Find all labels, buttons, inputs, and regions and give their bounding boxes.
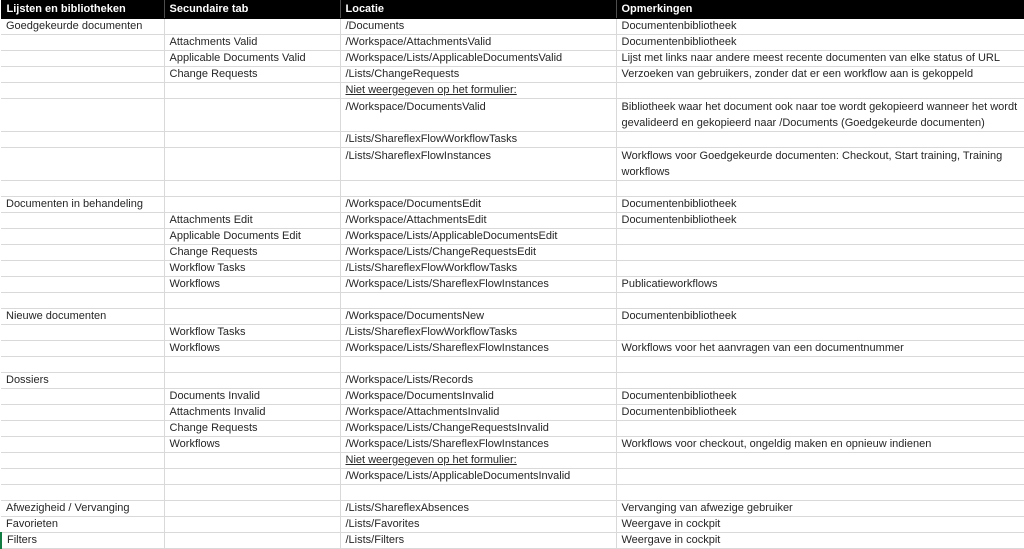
cell[interactable]: Documentenbibliotheek [616,19,1024,35]
cell[interactable] [1,357,164,373]
cell[interactable] [1,469,164,485]
cell[interactable] [616,485,1024,501]
cell[interactable]: Bibliotheek waar het document ook naar toe wordt gekopieerd wanneer het wordt gevalideerd en gekopieerd naar /Documents (Goedgekeurde documenten) [616,99,1024,132]
cell[interactable] [1,132,164,148]
cell[interactable] [1,213,164,229]
cell[interactable]: Applicable Documents Edit [164,229,340,245]
cell[interactable]: Filters [1,533,164,549]
cell[interactable]: /Workspace/AttachmentsInvalid [340,405,616,421]
cell[interactable] [1,245,164,261]
table-row [1,277,1024,293]
cell[interactable]: Documentenbibliotheek [616,213,1024,229]
table-row [1,309,1024,325]
cell[interactable]: /Workspace/DocumentsEdit [340,197,616,213]
cell[interactable] [616,469,1024,485]
cell[interactable] [340,357,616,373]
cell[interactable]: Lijst met links naar andere meest recente documenten van elke status of URL [616,51,1024,67]
cell[interactable] [1,261,164,277]
column-header-lijsten[interactable]: Lijsten en bibliotheken [1,1,164,19]
cell[interactable] [164,293,340,309]
cell[interactable] [164,453,340,469]
table-row [1,405,1024,421]
cell[interactable] [164,485,340,501]
cell[interactable] [164,373,340,389]
cell[interactable]: /Lists/ChangeRequests [340,67,616,83]
cell[interactable] [1,229,164,245]
cell[interactable]: Attachments Invalid [164,405,340,421]
cell[interactable] [616,245,1024,261]
cell[interactable] [164,83,340,99]
table-row [1,437,1024,453]
cell[interactable] [340,485,616,501]
cell[interactable]: Workflow Tasks [164,325,340,341]
table-row [1,261,1024,277]
cell[interactable] [1,51,164,67]
cell[interactable]: Attachments Edit [164,213,340,229]
cell[interactable]: Attachments Valid [164,35,340,51]
cell[interactable]: Documenten in behandeling [1,197,164,213]
cell[interactable]: Workflow Tasks [164,261,340,277]
cell[interactable] [164,197,340,213]
table-row [1,501,1024,517]
table-row [1,132,1024,148]
table-row [1,245,1024,261]
cell[interactable]: Vervanging van afwezige gebruiker [616,501,1024,517]
table-row [1,485,1024,501]
cell[interactable] [164,357,340,373]
cell[interactable] [1,405,164,421]
cell[interactable]: Documentenbibliotheek [616,35,1024,51]
cell[interactable]: Verzoeken van gebruikers, zonder dat er een workflow aan is gekoppeld [616,67,1024,83]
table-row [1,19,1024,35]
cell[interactable] [616,373,1024,389]
cell[interactable] [1,148,164,181]
table-row [1,389,1024,405]
cell[interactable]: /Lists/ShareflexFlowWorkflowTasks [340,261,616,277]
cell[interactable]: /Workspace/AttachmentsValid [340,35,616,51]
cell[interactable]: /Workspace/Lists/ApplicableDocumentsInvalid [340,469,616,485]
cell[interactable] [164,469,340,485]
cell[interactable] [1,83,164,99]
table-row [1,341,1024,357]
cell[interactable] [164,309,340,325]
cell[interactable]: Change Requests [164,421,340,437]
table-row [1,83,1024,99]
cell[interactable] [164,181,340,197]
cell[interactable]: Dossiers [1,373,164,389]
cell[interactable]: Workflows voor het aanvragen van een documentnummer [616,341,1024,357]
cell[interactable]: /Workspace/Lists/ShareflexFlowInstances [340,341,616,357]
cell[interactable]: Niet weergegeven op het formulier: [340,453,616,469]
cell[interactable]: Workflows voor checkout, ongeldig maken en opnieuw indienen [616,437,1024,453]
cell[interactable] [616,325,1024,341]
cell[interactable]: Weergave in cockpit [616,517,1024,533]
cell[interactable]: Documentenbibliotheek [616,309,1024,325]
cell[interactable] [164,148,340,181]
cell[interactable]: /Workspace/DocumentsValid [340,99,616,132]
cell[interactable]: Applicable Documents Valid [164,51,340,67]
cell[interactable]: Weergave in cockpit [616,533,1024,549]
cell[interactable] [1,389,164,405]
cell[interactable]: /Lists/ShareflexFlowWorkflowTasks [340,132,616,148]
cell[interactable]: Niet weergegeven op het formulier: [340,83,616,99]
cell[interactable]: Documentenbibliotheek [616,197,1024,213]
cell[interactable]: /Lists/ShareflexFlowWorkflowTasks [340,325,616,341]
cell[interactable]: Workflows [164,341,340,357]
cell[interactable] [1,453,164,469]
table-row [1,325,1024,341]
table-row [1,517,1024,533]
cell[interactable] [164,19,340,35]
cell[interactable]: /Workspace/Lists/ChangeRequestsInvalid [340,421,616,437]
cell[interactable]: /Workspace/Lists/ChangeRequestsEdit [340,245,616,261]
cell[interactable]: Afwezigheid / Vervanging [1,501,164,517]
table-row [1,533,1024,549]
cell[interactable]: Workflows [164,437,340,453]
table-row [1,453,1024,469]
cell[interactable]: /Workspace/DocumentsInvalid [340,389,616,405]
cell[interactable] [616,132,1024,148]
cell[interactable]: /Lists/Filters [340,533,616,549]
cell[interactable] [1,99,164,132]
cell[interactable]: /Lists/Favorites [340,517,616,533]
cell[interactable] [1,325,164,341]
table-row [1,181,1024,197]
cell[interactable]: Workflows voor Goedgekeurde documenten: Checkout, Start training, Training workflows [616,148,1024,181]
cell[interactable] [616,181,1024,197]
table-row [1,357,1024,373]
cell[interactable]: /Workspace/Lists/Records [340,373,616,389]
table-row [1,213,1024,229]
cell[interactable]: Publicatieworkflows [616,277,1024,293]
cell[interactable] [616,357,1024,373]
table-row [1,421,1024,437]
cell[interactable] [616,229,1024,245]
cell[interactable] [616,261,1024,277]
table-row [1,229,1024,245]
cell[interactable]: Workflows [164,277,340,293]
cell[interactable]: /Workspace/Lists/ApplicableDocumentsValid [340,51,616,67]
cell[interactable] [616,293,1024,309]
column-header-secundaire-tab[interactable]: Secundaire tab [164,1,340,19]
table-row [1,99,1024,132]
cell[interactable]: /Workspace/Lists/ShareflexFlowInstances [340,437,616,453]
cell[interactable] [1,293,164,309]
table-row [1,293,1024,309]
cell[interactable] [616,83,1024,99]
cell[interactable] [164,99,340,132]
cell[interactable] [340,181,616,197]
table-row [1,469,1024,485]
cell[interactable] [1,181,164,197]
cell[interactable] [1,437,164,453]
table-row [1,67,1024,83]
table-row [1,35,1024,51]
cell[interactable]: /Workspace/Lists/ApplicableDocumentsEdit [340,229,616,245]
cell[interactable]: /Workspace/Lists/ShareflexFlowInstances [340,277,616,293]
cell[interactable] [164,132,340,148]
cell[interactable] [1,485,164,501]
cell[interactable] [616,421,1024,437]
cell[interactable] [1,341,164,357]
cell[interactable]: Documentenbibliotheek [616,389,1024,405]
cell[interactable]: Nieuwe documenten [1,309,164,325]
cell[interactable]: /Lists/ShareflexAbsences [340,501,616,517]
cell[interactable] [1,35,164,51]
cell[interactable] [1,421,164,437]
table-row [1,51,1024,67]
cell[interactable] [340,293,616,309]
cell[interactable]: /Documents [340,19,616,35]
cell[interactable]: Goedgekeurde documenten [1,19,164,35]
column-header-opmerkingen[interactable]: Opmerkingen [616,1,1024,19]
cell[interactable] [1,277,164,293]
cell[interactable]: Change Requests [164,245,340,261]
cell[interactable] [164,517,340,533]
cell[interactable]: /Workspace/AttachmentsEdit [340,213,616,229]
cell[interactable] [164,501,340,517]
column-header-locatie[interactable]: Locatie [340,1,616,19]
cell[interactable] [164,533,340,549]
cell[interactable]: Favorieten [1,517,164,533]
table-row [1,148,1024,181]
cell[interactable]: Documentenbibliotheek [616,405,1024,421]
header-row [1,1,1024,19]
table-row [1,373,1024,389]
cell[interactable]: Documents Invalid [164,389,340,405]
cell[interactable] [616,453,1024,469]
cell[interactable] [1,67,164,83]
table-row [1,197,1024,213]
cell[interactable]: Change Requests [164,67,340,83]
cell[interactable]: /Lists/ShareflexFlowInstances [340,148,616,181]
cell[interactable]: /Workspace/DocumentsNew [340,309,616,325]
